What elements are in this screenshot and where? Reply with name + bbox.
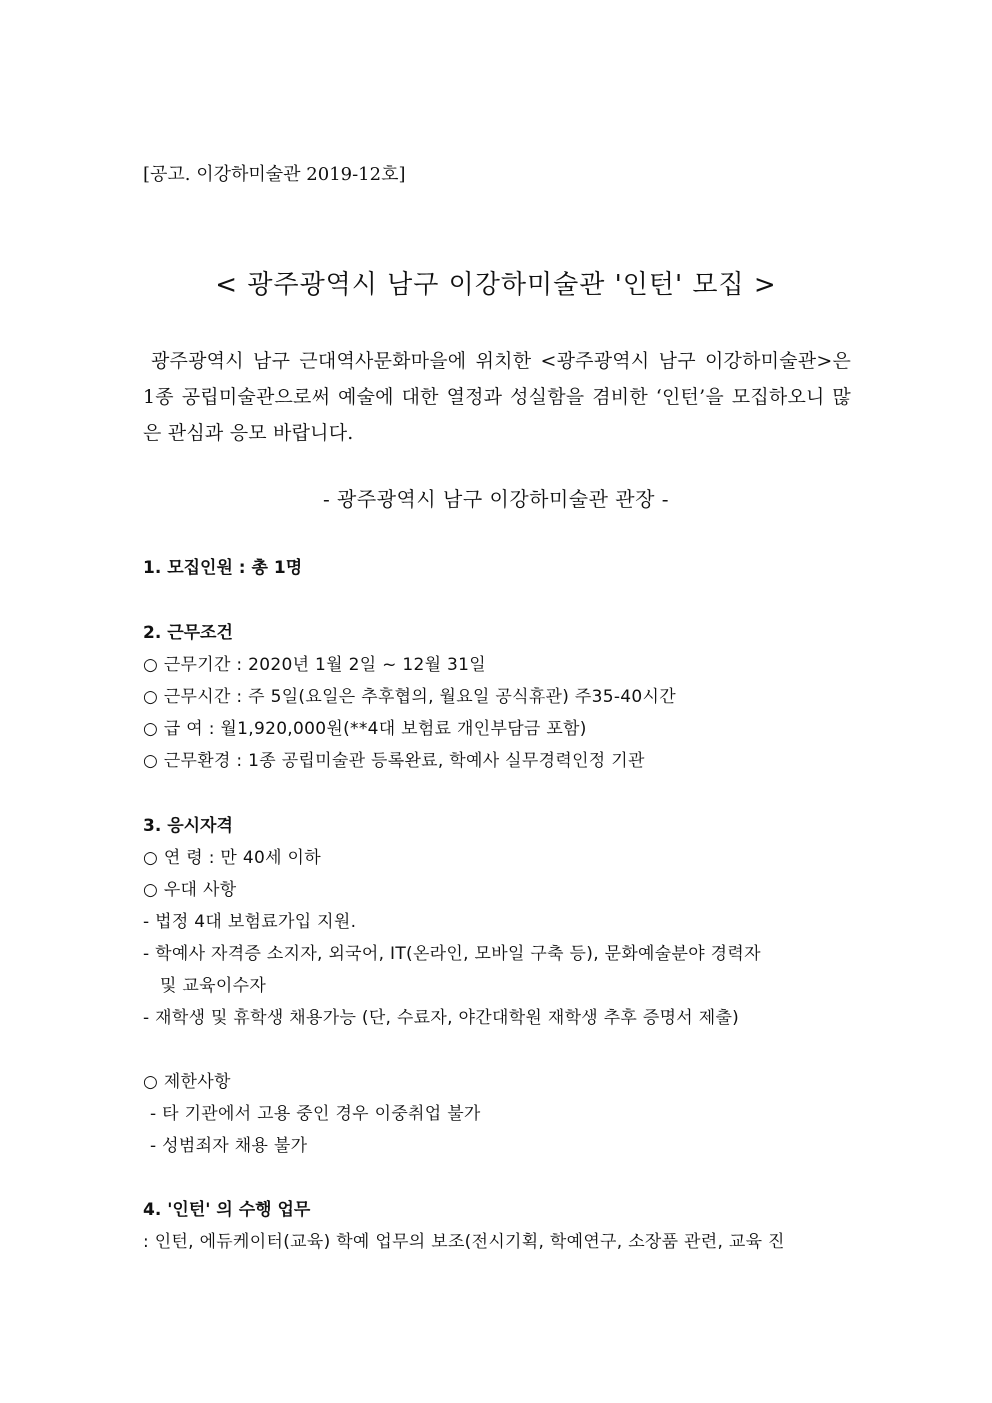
intro-paragraph: 광주광역시 남구 근대역사문화마을에 위치한 <광주광역시 남구 이강하미술관>은 1종 공립미술관으로써 예술에 대한 열정과 성실함을 겸비한 ‘인턴’을 모집하오니 많은 관심과 응모 바랍니다. xyxy=(143,350,851,444)
preference-item: - 학예사 자격증 소지자, 외국어, IT(온라인, 모바일 구축 등), 문화예술분야 경력자 xyxy=(143,944,761,964)
work-environment: ○ 근무환경 : 1종 공립미술관 등록완료, 학예사 실무경력인정 기관 xyxy=(143,751,645,771)
section-1-heading: 1. 모집인원 : 총 1명 xyxy=(143,558,303,578)
age-requirement: ○ 연 령 : 만 40세 이하 xyxy=(143,848,321,868)
signature: - 광주광역시 남구 이강하미술관 관장 - xyxy=(322,487,670,511)
section-3-heading: 3. 응시자격 xyxy=(143,816,233,836)
preference-item-continued: 및 교육이수자 xyxy=(160,976,267,996)
restriction-item: - 성범죄자 채용 불가 xyxy=(150,1136,308,1156)
salary: ○ 급 여 : 월1,920,000원(**4대 보험료 개인부담금 포함) xyxy=(143,719,587,739)
section-4-heading: 4. '인턴' 의 수행 업무 xyxy=(143,1200,311,1220)
restriction-heading: ○ 제한사항 xyxy=(143,1072,231,1092)
preference-item: - 재학생 및 휴학생 채용가능 (단, 수료자, 야간대학원 재학생 추후 증명서 제출) xyxy=(143,1008,740,1028)
work-period: ○ 근무기간 : 2020년 1월 2일 ~ 12월 31일 xyxy=(143,655,486,675)
preference-item: - 법정 4대 보험료가입 지원. xyxy=(143,912,357,932)
work-hours: ○ 근무시간 : 주 5일(요일은 추후협의, 월요일 공식휴관) 주35-40시간 xyxy=(143,687,676,707)
restriction-item: - 타 기관에서 고용 중인 경우 이중취업 불가 xyxy=(150,1104,481,1124)
page-title: < 광주광역시 남구 이강하미술관 '인턴' 모집 > xyxy=(215,270,777,300)
duties-line: : 인턴, 에듀케이터(교육) 학예 업무의 보조(전시기획, 학예연구, 소장품 관련, 교육 진 xyxy=(143,1232,785,1252)
notice-number: [공고. 이강하미술관 2019-12호] xyxy=(143,164,406,185)
preference-heading: ○ 우대 사항 xyxy=(143,880,237,900)
section-2-heading: 2. 근무조건 xyxy=(143,623,233,643)
